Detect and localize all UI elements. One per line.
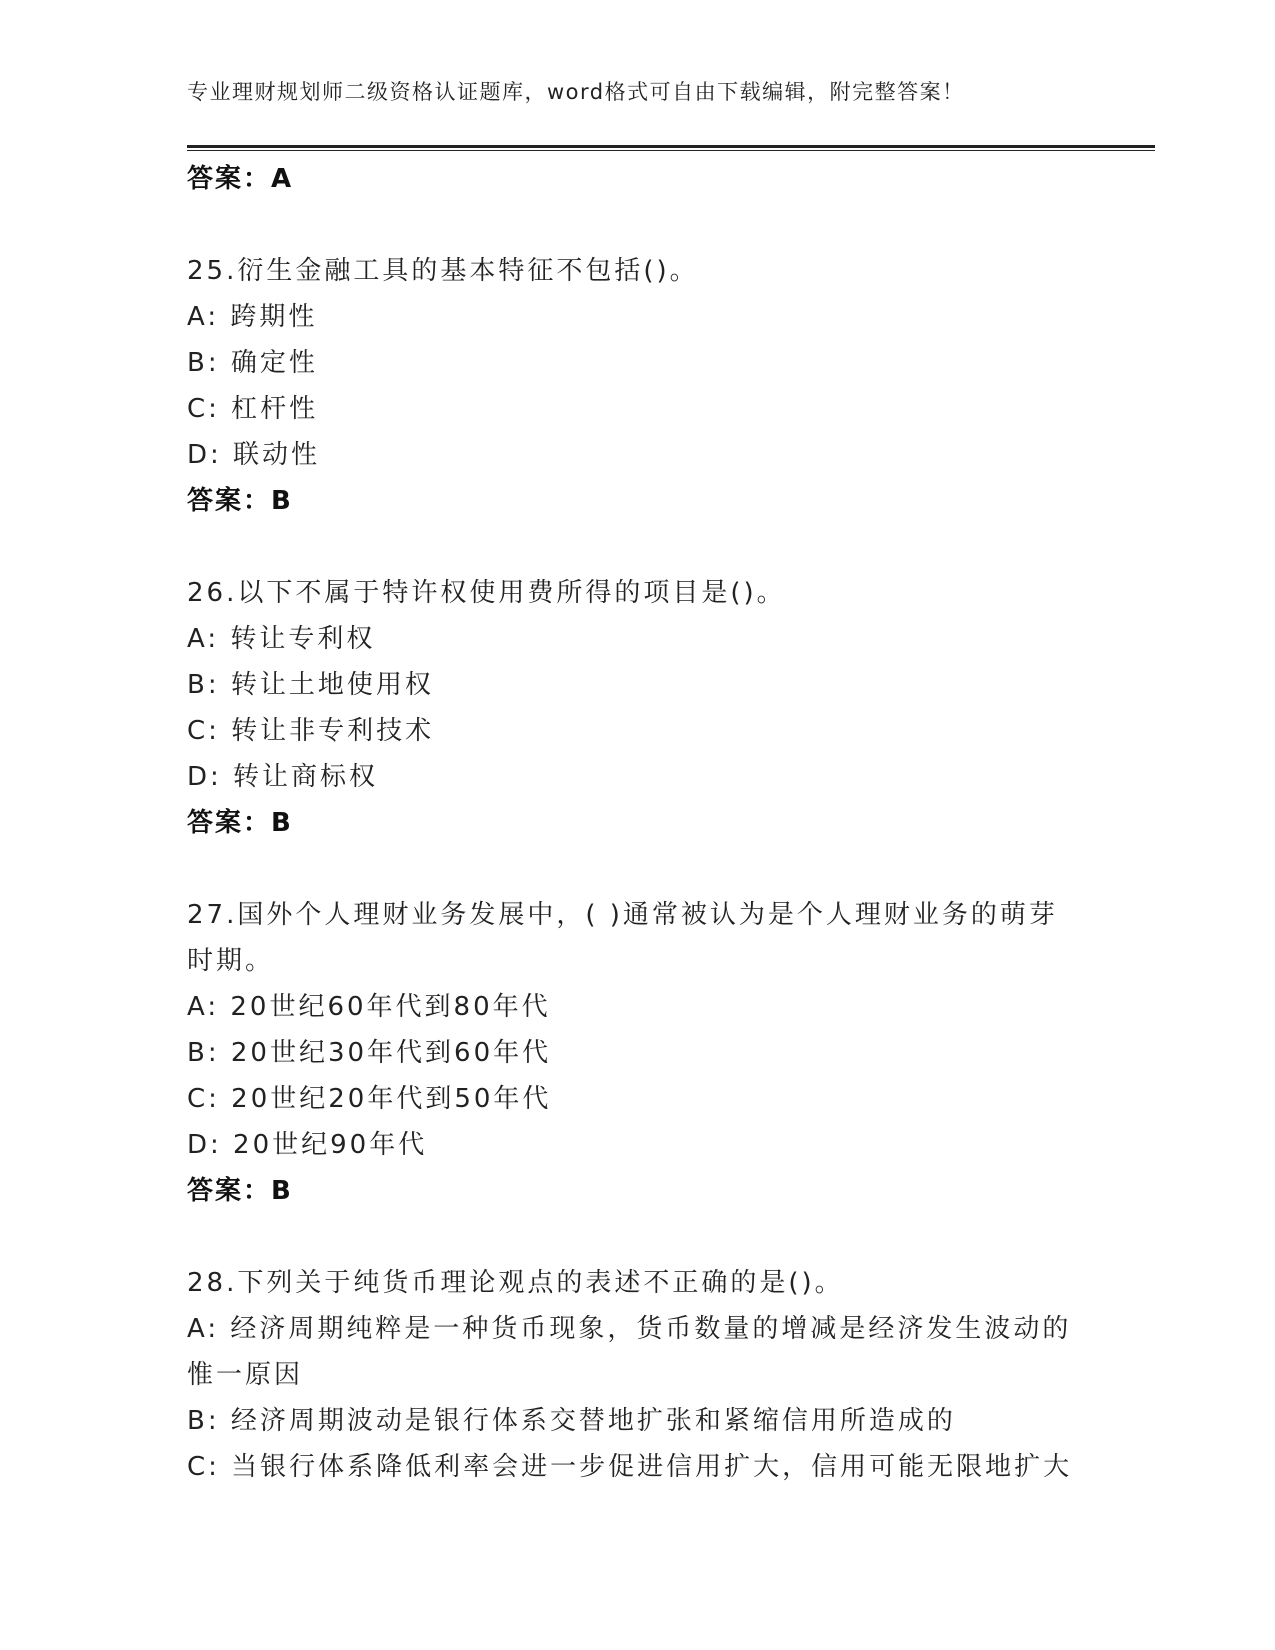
question-27-stem: 27.国外个人理财业务发展中，( )通常被认为是个人理财业务的萌芽	[187, 900, 1058, 930]
question-26-option-d: D: 转让商标权	[187, 762, 379, 792]
header-divider	[187, 145, 1155, 151]
question-25-option-d: D: 联动性	[187, 440, 321, 470]
question-27-option-b: B: 20世纪30年代到60年代	[187, 1038, 552, 1068]
question-27-option-c: C: 20世纪20年代到50年代	[187, 1084, 552, 1114]
spacer	[187, 202, 1087, 248]
spacer	[187, 1214, 1087, 1260]
question-28-stem: 28.下列关于纯货币理论观点的表述不正确的是()。	[187, 1268, 844, 1298]
spacer	[187, 846, 1087, 892]
question-28-option-a-continued: 惟一原因	[187, 1360, 304, 1390]
question-25-option-a: A: 跨期性	[187, 302, 318, 332]
question-27-answer: 答案：B	[187, 1176, 293, 1206]
page-header: 专业理财规划师二级资格认证题库，word格式可自由下载编辑，附完整答案！	[187, 80, 965, 104]
answer-line: 答案：A	[187, 164, 294, 194]
spacer	[187, 524, 1087, 570]
question-28-option-b: B: 经济周期波动是银行体系交替地扩张和紧缩信用所造成的	[187, 1406, 956, 1436]
question-28-option-a: A: 经济周期纯粹是一种货币现象，货币数量的增减是经济发生波动的	[187, 1314, 1072, 1344]
question-26-option-c: C: 转让非专利技术	[187, 716, 435, 746]
question-26-option-a: A: 转让专利权	[187, 624, 376, 654]
question-25-option-b: B: 确定性	[187, 348, 318, 378]
question-25-option-c: C: 杠杆性	[187, 394, 319, 424]
question-26-option-b: B: 转让土地使用权	[187, 670, 434, 700]
question-26-stem: 26.以下不属于特许权使用费所得的项目是()。	[187, 578, 786, 608]
question-content	[187, 156, 1087, 1490]
question-27-option-a: A: 20世纪60年代到80年代	[187, 992, 551, 1022]
question-26-answer: 答案：B	[187, 808, 293, 838]
question-27-stem-continued: 时期。	[187, 946, 275, 976]
question-27-option-d: D: 20世纪90年代	[187, 1130, 428, 1160]
question-28-option-c: C: 当银行体系降低利率会进一步促进信用扩大，信用可能无限地扩大	[187, 1452, 1073, 1482]
question-25-answer: 答案：B	[187, 486, 293, 516]
question-25-stem: 25.衍生金融工具的基本特征不包括()。	[187, 256, 699, 286]
